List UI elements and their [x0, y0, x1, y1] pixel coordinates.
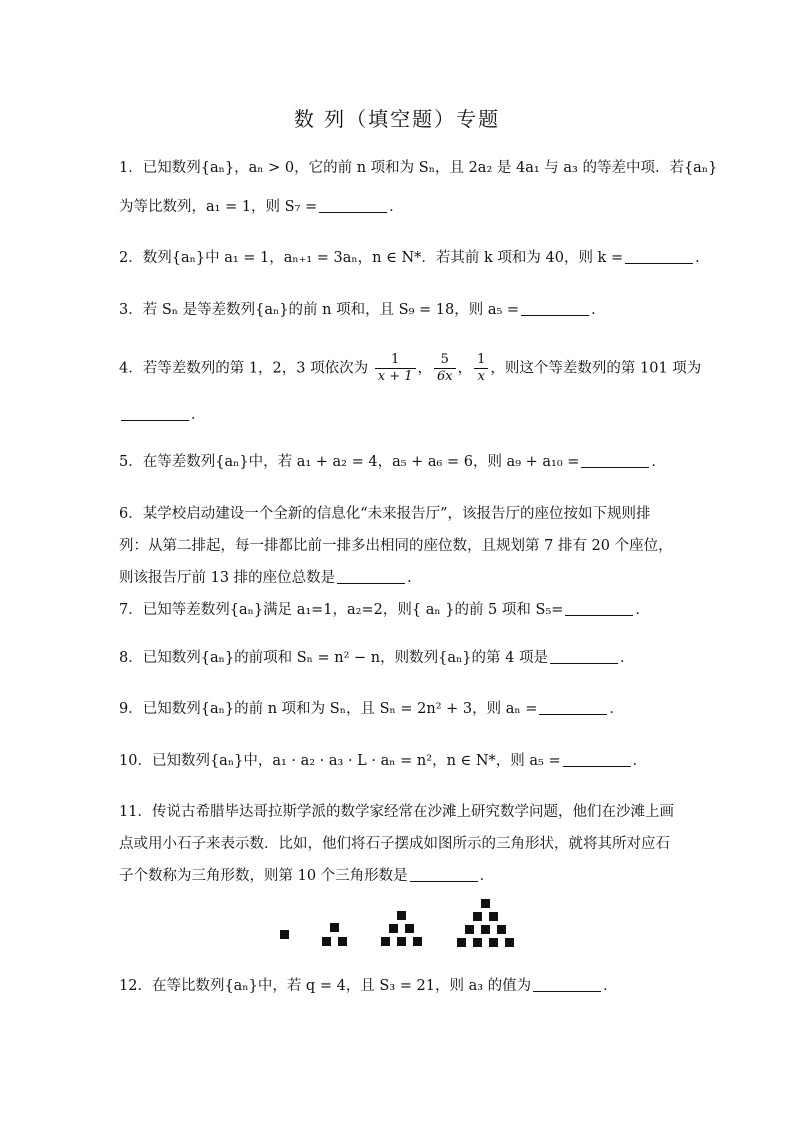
stone-dot [338, 937, 347, 946]
question-4: 4．若等差数列的第 1，2，3 项依次为 $\frac{1}{x + 1}$ ， $\frac{5}{6x}$ ， $\frac{1}{x}$ ，则这个等差数列的第 101 项为 [119, 352, 702, 384]
question-3: 3．若 Sₙ 是等差数列{aₙ}的前 n 项和，且 S₉ = 18，则 a₅ = ． [119, 302, 606, 318]
answer-blank[interactable] [319, 198, 387, 213]
question-7: 7．已知等差数列{aₙ}满足 a₁=1，a₂=2，则{ aₙ }的前 5 项和 S₅= ． [119, 602, 650, 618]
answer-blank[interactable] [539, 700, 607, 715]
fraction: $\frac{1}{x + 1}$ [375, 352, 416, 385]
page-title: 数 列（填空题）专题 [293, 107, 501, 131]
question-11: 11．传说古希腊毕达哥拉斯学派的数学家经常在沙滩上研究数学问题，他们在沙滩上画点或用小石子来表示数．比如，他们将石子摆成如图所示的三角形状，就将其所对应石子个数称为三角形数，则第 10 个三角形数是 ． [119, 804, 674, 884]
stone-dot [481, 925, 490, 934]
question-2: 2．数列{aₙ}中 a₁ = 1，aₙ₊₁ = 3aₙ，n ∈ N*．若其前 k 项和为 40，则 k = ． [119, 250, 710, 266]
stone-dot [280, 930, 289, 939]
stone-dot [457, 938, 466, 947]
answer-blank[interactable] [410, 867, 478, 882]
stone-dot [413, 937, 422, 946]
answer-blank[interactable] [563, 752, 631, 767]
stone-dot [465, 925, 474, 934]
stone-dot [330, 923, 339, 932]
question-1 [119, 158, 718, 178]
stone-dot [505, 938, 514, 947]
question-6: 6．某学校启动建设一个全新的信息化“未来报告厅”，该报告厅的座位按如下规则排列：从第二排起，每一排都比前一排多出相同的座位数，且规划第 7 排有 20 个座位，则该报告厅前 13 排的座位总数是 ． [119, 506, 673, 586]
stone-dot [473, 912, 482, 921]
stone-dot [481, 899, 490, 908]
question-12: 12．在等比数列{aₙ}中，若 q = 4，且 S₃ = 21，则 a₃ 的值为 ． [119, 978, 618, 994]
stone-dot [397, 937, 406, 946]
stone-dot [473, 938, 482, 947]
question-5: 5．在等差数列{aₙ}中，若 a₁ + a₂ = 4，a₅ + a₆ = 6，则 a₉ + a₁₀ = ． [119, 454, 666, 470]
answer-blank[interactable] [533, 977, 601, 992]
answer-blank[interactable] [550, 649, 618, 664]
answer-blank[interactable] [337, 569, 405, 584]
question-1-line-1: 1．已知数列{aₙ}，aₙ > 0，它的前 n 项和为 Sₙ，且 2a₂ 是 4a₁ 与 a₃ 的等差中项．若{aₙ} [119, 160, 718, 176]
question-1-line-2: 为等比数列，a₁ = 1，则 S₇ = [119, 199, 318, 215]
question-10: 10．已知数列{aₙ}中，a₁ · a₂ · a₃ · L · aₙ = n²，n ∈ N*，则 a₅ = ． [119, 753, 648, 769]
answer-blank[interactable] [625, 249, 693, 264]
stone-dot [389, 924, 398, 933]
stone-dot [489, 938, 498, 947]
stone-dot [497, 925, 506, 934]
triangular-numbers-figure [270, 895, 530, 955]
answer-blank[interactable] [521, 301, 589, 316]
question-8: 8．已知数列{aₙ}的前项和 Sₙ = n² − n，则数列{aₙ}的第 4 项是 ． [119, 650, 635, 666]
question-1-cont: 为等比数列，a₁ = 1，则 S₇ = ． [119, 199, 404, 215]
question-9: 9．已知数列{aₙ}的前 n 项和为 Sₙ，且 Sₙ = 2n² + 3，则 aₙ = ． [119, 701, 624, 717]
answer-blank[interactable] [121, 406, 189, 421]
stone-dot [397, 911, 406, 920]
answer-blank[interactable] [581, 453, 649, 468]
stone-dot [405, 924, 414, 933]
stone-dot [322, 937, 331, 946]
answer-blank[interactable] [565, 601, 633, 616]
fraction: $\frac{5}{6x}$ [434, 352, 456, 385]
question-4-cont: ． [119, 405, 679, 425]
fraction: $\frac{1}{x}$ [474, 352, 488, 385]
stone-dot [489, 912, 498, 921]
stone-dot [381, 937, 390, 946]
